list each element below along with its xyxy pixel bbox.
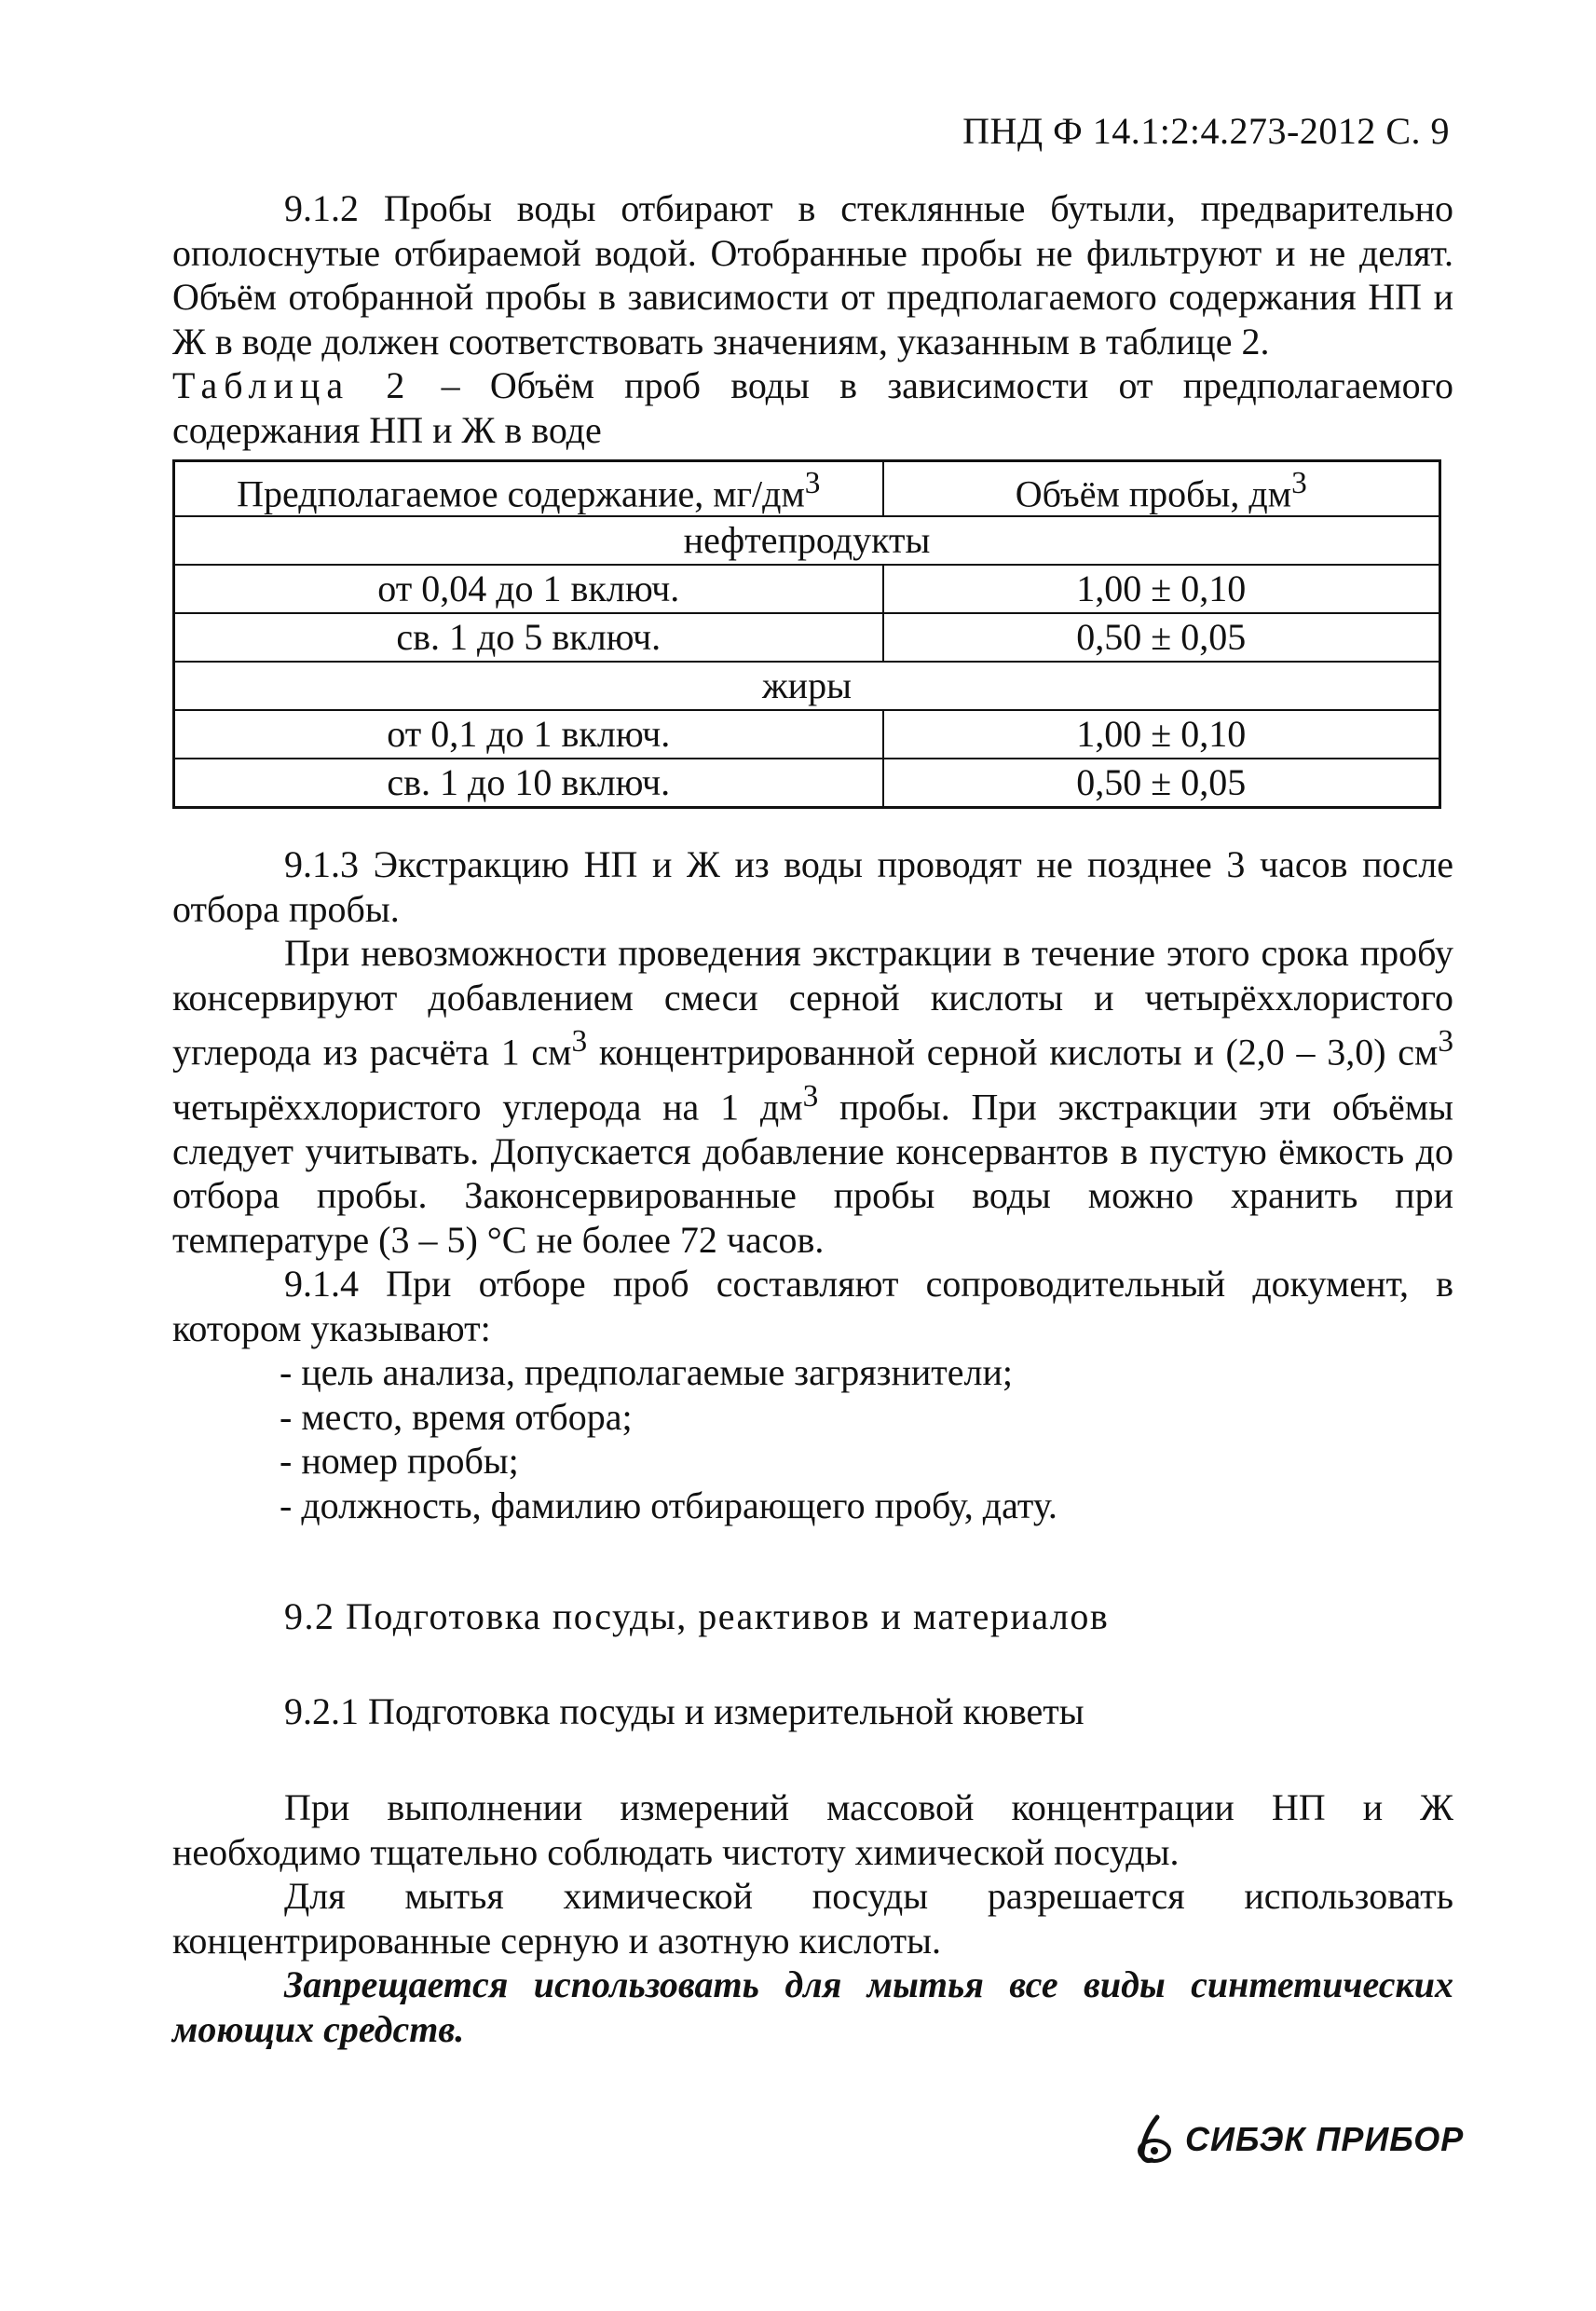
table-header-row	[174, 461, 1440, 517]
logo-text: СИБЭК ПРИБОР	[1185, 2120, 1465, 2158]
paragraph-9-1-3: 9.1.3 Экстракцию НП и Ж из воды проводят не позднее 3 часов после отбора пробы.	[172, 843, 1453, 930]
paragraph-9-1-4: 9.1.4 При отборе проб составляют сопроводительный документ, в котором указывают:	[172, 1263, 1453, 1349]
list-item: - место, время отбора;	[280, 1395, 633, 1438]
table-caption-text: – Объём проб воды в зависимости от предполагаемого содержания НП и Ж в воде	[172, 364, 1454, 451]
sibecopribor-logo	[1129, 2113, 1464, 2166]
range-cell: от 0,1 до 1 включ.	[174, 710, 883, 759]
list-item: - цель анализа, предполагаемые загрязнители;	[280, 1351, 1013, 1394]
paragraph-9-1-2: 9.1.2 Пробы воды отбирают в стеклянные бутыли, предварительно ополоснутые отбираемой водой. Отобранные пробы не фильтруют и не делят. Объём отобранной пробы в зависимости от предполагаемого содержания НП и Ж в воде должен соответствовать значениям, указанным в таблице 2.	[172, 187, 1453, 362]
table-group-row	[174, 662, 1440, 710]
document-fields-list	[172, 1350, 1453, 1527]
subsection-heading-9-2-1: 9.2.1 Подготовка посуды и измерительной кюветы	[284, 1689, 1084, 1732]
page-content	[172, 186, 1453, 2051]
section-heading-9-2: 9.2 Подготовка посуды, реактивов и материалов	[284, 1595, 1110, 1638]
group-label-oil-products: нефтепродукты	[174, 516, 1440, 565]
col-header-content: Предполагаемое содержание, $мг/дм^3$	[174, 461, 883, 517]
list-item: - должность, фамилию отбирающего пробу, дату.	[280, 1484, 1057, 1526]
table-caption-label: Таблица 2	[172, 364, 412, 406]
paragraph-warning: Запрещается использовать для мытья все виды синтетических моющих средств.	[172, 1963, 1453, 2050]
table-row	[174, 613, 1440, 662]
col-header-volume: Объём пробы, $дм^3$	[883, 461, 1440, 517]
sample-volume-table	[172, 459, 1441, 809]
table-row	[174, 565, 1440, 613]
group-label-fats: жиры	[174, 662, 1440, 710]
table-caption	[172, 363, 1453, 452]
volume-cell: 1,00 ± 0,10	[883, 710, 1440, 759]
range-cell: от 0,04 до 1 включ.	[174, 565, 883, 613]
table-group-row	[174, 516, 1440, 565]
volume-cell: 1,00 ± 0,10	[883, 565, 1440, 613]
paragraph-preservation: При невозможности проведения экстракции в течение этого срока пробу консервируют добавлением смеси серной кислоты и четырёххлористого углерода из расчёта 1 $см^3$ концентрированной серной кислоты и (2,0 – 3,0) $см^3$ четырёххлористого углерода на 1 $дм^3$ пробы. При экстракции эти объёмы следует учитывать. Допускается добавление консервантов в пустую ёмкость до отбора пробы. Законсервированные пробы воды можно хранить при температуре (3 – 5) °C не более 72 часов.	[172, 932, 1453, 1261]
volume-cell: 0,50 ± 0,05	[883, 759, 1440, 808]
paragraph-cleanliness: При выполнении измерений массовой концентрации НП и Ж необходимо тщательно соблюдать чистоту химической посуды.	[172, 1786, 1453, 1873]
table-row	[174, 710, 1440, 759]
range-cell: св. 1 до 5 включ.	[174, 613, 883, 662]
table-row	[174, 759, 1440, 808]
paragraph-acids: Для мытья химической посуды разрешается использовать концентрированные серную и азотную кислоты.	[172, 1875, 1453, 1962]
range-cell: св. 1 до 10 включ.	[174, 759, 883, 808]
list-item: - номер пробы;	[280, 1440, 519, 1483]
page-header: ПНД Ф 14.1:2:4.273-2012 С. 9	[962, 110, 1450, 152]
logo-emblem-icon	[1129, 2113, 1181, 2166]
volume-cell: 0,50 ± 0,05	[883, 613, 1440, 662]
